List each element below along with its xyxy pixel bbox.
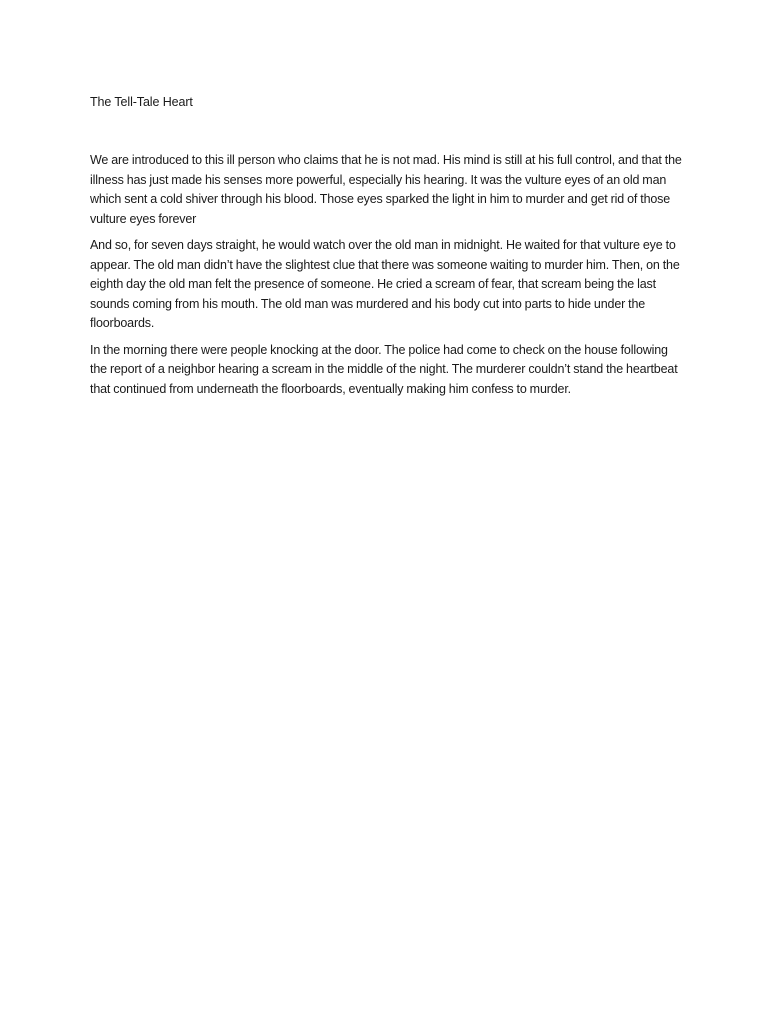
paragraph-3: In the morning there were people knocking at the door. The police had come to check on the house following the report of a neighbor hearing a scream in the middle of the night. The murderer couldn’t stand the heartbeat that continued from underneath the floorboards, eventually making him confess to murder. <box>90 342 678 396</box>
document-body <box>90 94 686 406</box>
document-title: The Tell-Tale Heart <box>90 95 193 109</box>
paragraph-2: And so, for seven days straight, he would watch over the old man in midnight. He waited for that vulture eye to appear. The old man didn’t have the slightest clue that there was someone waiting to murder him. Then, on the eighth day the old man felt the presence of someone. He cried a scream of fear, that scream being the last sounds coming from his mouth. The old man was murdered and his body cut into parts to hide under the floorboards. <box>90 238 680 330</box>
paragraph-1: We are introduced to this ill person who claims that he is not mad. His mind is still at his full control, and that the illness has just made his senses more powerful, especially his hearing. It was the vulture eyes of an old man which sent a cold shiver through his blood. Those eyes sparked the light in him to murder and get rid of those vulture eyes forever <box>90 153 682 226</box>
